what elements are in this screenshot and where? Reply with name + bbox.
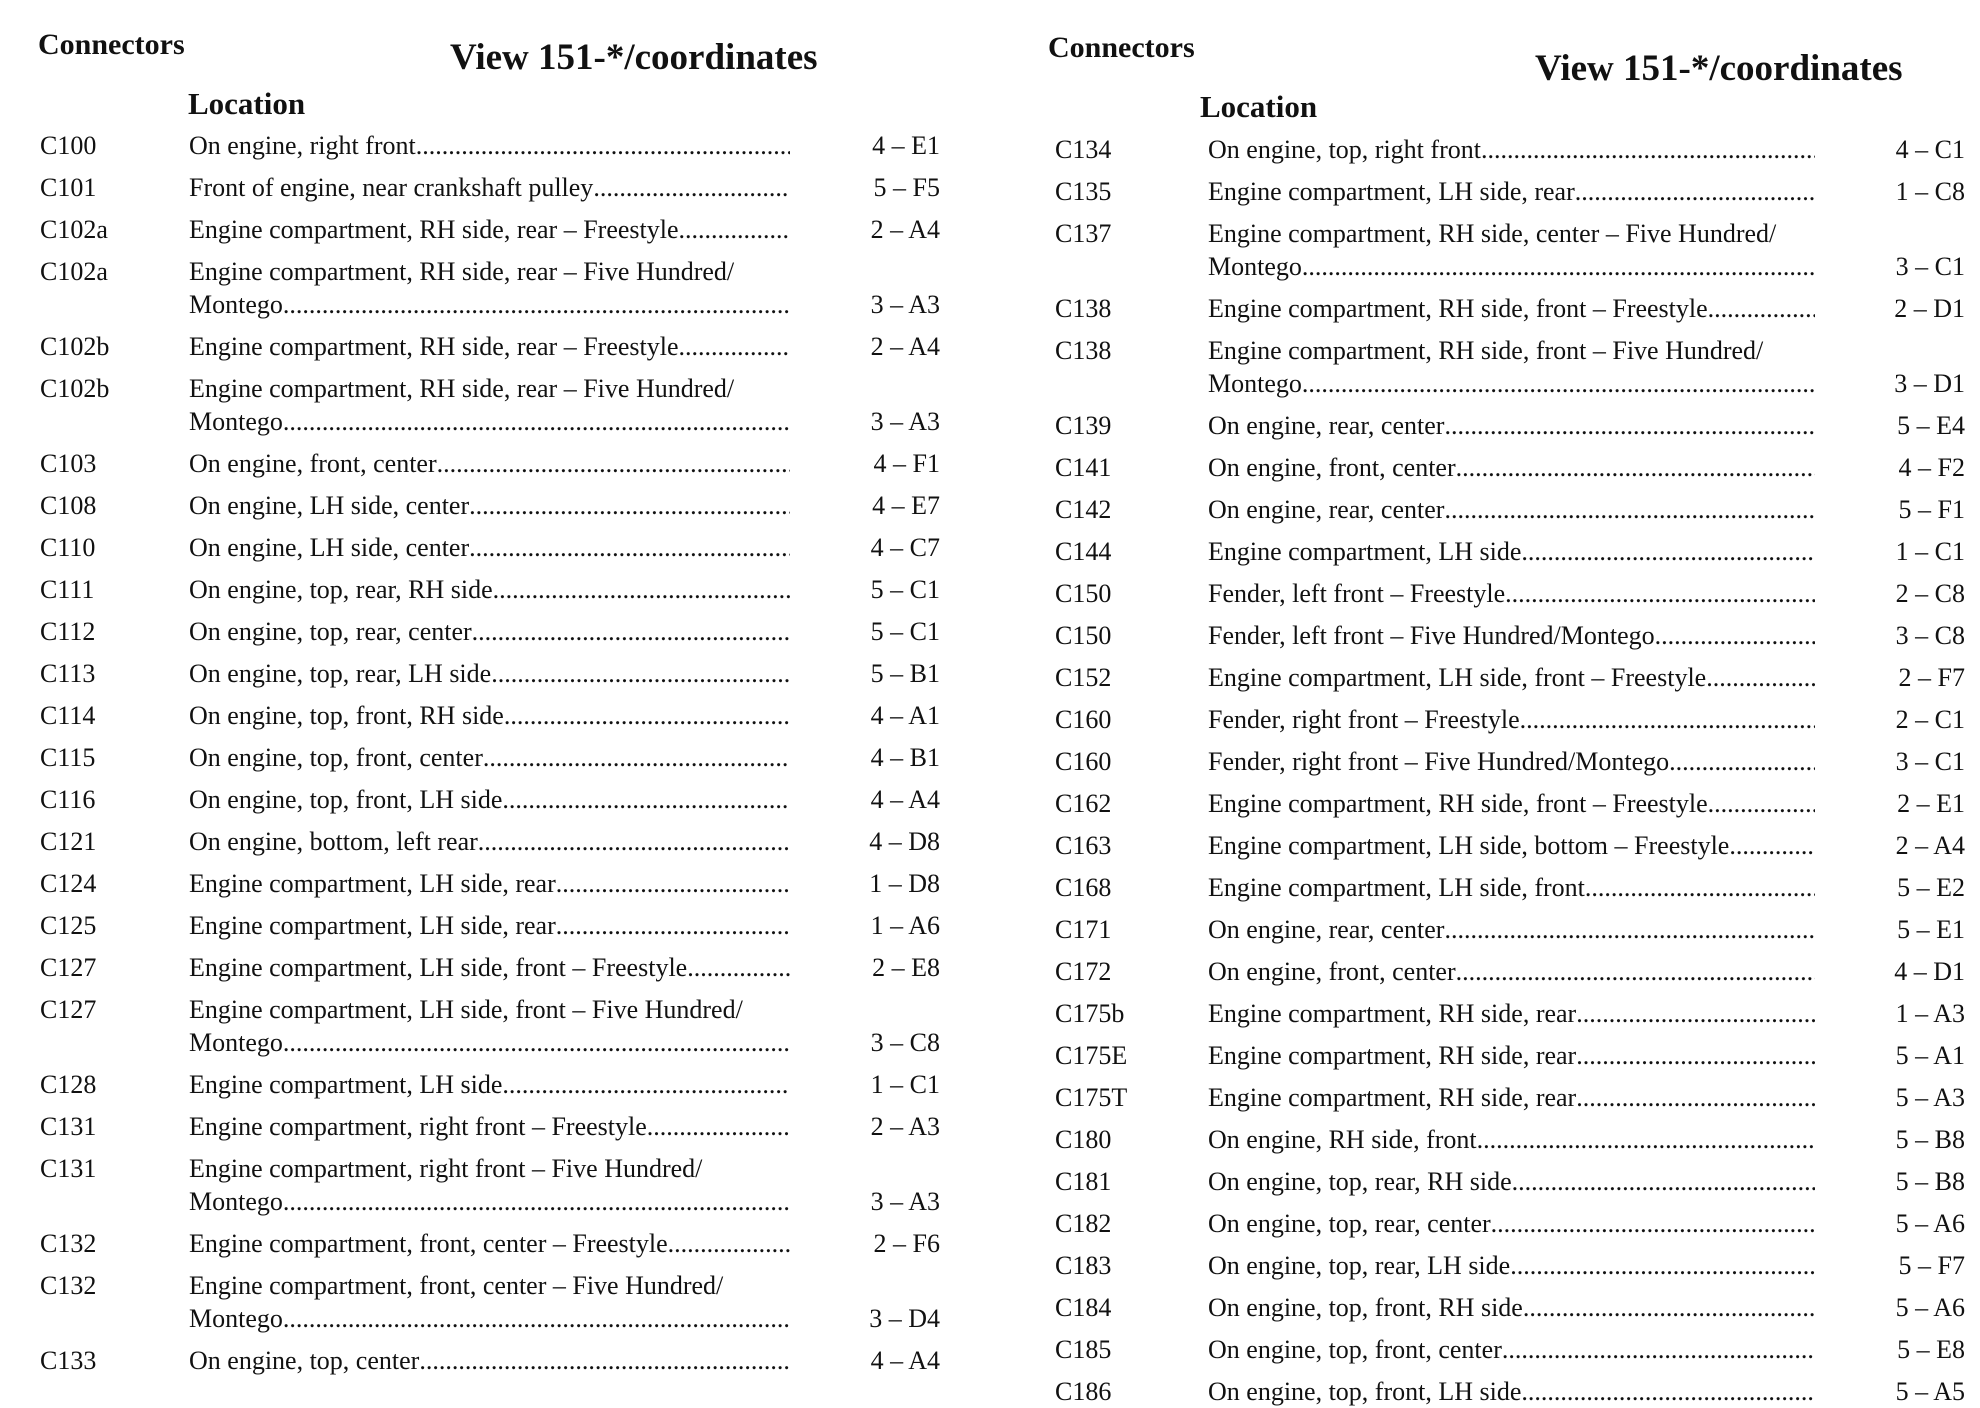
connector-id: C103 (40, 449, 97, 478)
coordinate-value: 3 – C1 (1895, 252, 1965, 281)
coordinate-value: 4 – B1 (870, 743, 940, 772)
coordinate-value: 4 – E1 (872, 131, 940, 160)
location-text: Engine compartment, RH side, rear (1208, 999, 1577, 1028)
view-heading: View 151-*/coordinates (450, 37, 818, 78)
location-text: On engine, top, rear, LH side (1208, 1251, 1511, 1280)
connector-id: C138 (1055, 294, 1112, 323)
location-text: On engine, top, front, RH side (1208, 1293, 1523, 1322)
connector-location (189, 1269, 790, 1335)
location-text: On engine, top, rear, center (1208, 1209, 1491, 1238)
table-row (1055, 1081, 1965, 1114)
coordinate-value: 1 – C1 (1895, 537, 1965, 566)
connector-location (1208, 703, 1815, 736)
table-row (40, 867, 940, 900)
coordinate-value: 5 – F1 (1898, 495, 1965, 524)
coordinate-value: 2 – A4 (870, 215, 940, 244)
connector-id: C128 (40, 1070, 97, 1099)
coordinate-value: 5 – A3 (1895, 1083, 1965, 1112)
connector-id: C142 (1055, 495, 1112, 524)
connector-id: C102b (40, 374, 110, 403)
location-heading: Location (188, 86, 306, 121)
connector-location (1208, 292, 1815, 325)
table-row (1055, 1249, 1965, 1282)
location-text: Engine compartment, RH side, rear – Five Hundred/ (189, 374, 735, 403)
coordinate-value: 4 – D1 (1894, 957, 1965, 986)
table-row (40, 657, 940, 690)
coordinate-value: 5 – A5 (1895, 1377, 1965, 1406)
table-row (1055, 871, 1965, 904)
coordinate-value: 5 – A1 (1895, 1041, 1965, 1070)
table-row (40, 171, 940, 204)
coordinate-value: 1 – C8 (1895, 177, 1965, 206)
location-text: Engine compartment, RH side, rear (1208, 1083, 1577, 1112)
location-text: Front of engine, near crankshaft pulley (189, 173, 594, 202)
table-row (1055, 577, 1965, 610)
coordinate-value: 5 – E1 (1897, 915, 1965, 944)
coordinate-value: 2 – A3 (870, 1112, 940, 1141)
table-row (40, 447, 940, 480)
table-row (1055, 175, 1965, 208)
connector-id: C114 (40, 701, 96, 730)
location-text: Engine compartment, LH side, rear (1208, 177, 1575, 206)
connector-location (1208, 871, 1815, 904)
table-row (1055, 535, 1965, 568)
connectors-heading: Connectors (38, 28, 185, 61)
table-row (1055, 334, 1965, 400)
table-row (1055, 913, 1965, 946)
table-row (40, 531, 940, 564)
connector-id: C131 (40, 1112, 97, 1141)
connector-id: C172 (1055, 957, 1112, 986)
connector-id: C182 (1055, 1209, 1112, 1238)
table-row (40, 489, 940, 522)
location-text: On engine, top, front, RH side (189, 701, 504, 730)
table-row (40, 372, 940, 438)
location-text: Fender, left front – Freestyle (1208, 579, 1506, 608)
connector-id: C186 (1055, 1377, 1112, 1406)
table-row (1055, 1165, 1965, 1198)
location-text: On engine, LH side, center (189, 491, 470, 520)
connector-id: C138 (1055, 336, 1112, 365)
connector-id: C121 (40, 827, 97, 856)
table-row (40, 1110, 940, 1143)
location-text: Engine compartment, LH side, front – Freestyle (1208, 663, 1707, 692)
location-text: Montego (189, 1187, 283, 1216)
connector-location (189, 1344, 790, 1377)
table-row (1055, 1123, 1965, 1156)
connector-location (1208, 997, 1815, 1030)
connector-location (1208, 913, 1815, 946)
location-text: On engine, top, rear, LH side (189, 659, 492, 688)
location-text: Engine compartment, RH side, rear – Freestyle (189, 215, 679, 244)
location-text: On engine, LH side, center (189, 533, 470, 562)
location-text: Montego (189, 407, 283, 436)
connector-id: C132 (40, 1229, 97, 1258)
connector-id: C185 (1055, 1335, 1112, 1364)
location-text: On engine, top, center (189, 1346, 420, 1375)
table-row (40, 1269, 940, 1335)
coordinate-value: 2 – D1 (1894, 294, 1965, 323)
connector-location (189, 825, 790, 858)
connector-id: C132 (40, 1271, 97, 1300)
connector-id: C175T (1055, 1083, 1128, 1112)
coordinate-value: 4 – D8 (869, 827, 940, 856)
connector-id: C168 (1055, 873, 1112, 902)
coordinate-value: 3 – D4 (869, 1304, 940, 1333)
connector-id: C101 (40, 173, 97, 202)
location-text: On engine, right front (189, 131, 416, 160)
connector-id: C131 (40, 1154, 97, 1183)
location-text: Engine compartment, RH side, rear – Freestyle (189, 332, 679, 361)
connector-id: C100 (40, 131, 97, 160)
location-text: Engine compartment, RH side, front – Freestyle (1208, 789, 1708, 818)
connector-location (189, 330, 790, 363)
connector-id: C127 (40, 995, 97, 1024)
table-row (1055, 133, 1965, 166)
connector-id: C134 (1055, 135, 1112, 164)
coordinate-value: 4 – E7 (872, 491, 940, 520)
table-row (40, 1227, 940, 1260)
connector-location (189, 372, 790, 438)
coordinate-value: 5 – C1 (870, 575, 940, 604)
connector-id: C115 (40, 743, 96, 772)
connector-id: C102b (40, 332, 110, 361)
connector-id: C150 (1055, 621, 1112, 650)
coordinate-value: 4 – F2 (1898, 453, 1965, 482)
table-row (1055, 703, 1965, 736)
table-row (1055, 997, 1965, 1030)
location-text: Engine compartment, LH side, rear (189, 911, 556, 940)
connector-id: C180 (1055, 1125, 1112, 1154)
coordinate-value: 1 – A6 (870, 911, 940, 940)
connector-id: C116 (40, 785, 96, 814)
connector-id: C171 (1055, 915, 1112, 944)
coordinate-value: 5 – F5 (873, 173, 940, 202)
table-row (1055, 292, 1965, 325)
coordinate-value: 3 – C8 (870, 1028, 940, 1057)
location-text: On engine, top, rear, center (189, 617, 472, 646)
table-row (1055, 217, 1965, 283)
coordinate-value: 5 – F7 (1898, 1251, 1965, 1280)
coordinate-value: 3 – C8 (1895, 621, 1965, 650)
location-text: On engine, rear, center (1208, 411, 1445, 440)
location-text: Engine compartment, front, center – Freestyle (189, 1229, 668, 1258)
connector-location (1208, 577, 1815, 610)
connector-location (1208, 955, 1815, 988)
table-row (40, 1152, 940, 1218)
connector-location (189, 447, 790, 480)
connector-location (1208, 1291, 1815, 1324)
connector-location (189, 909, 790, 942)
location-text: On engine, top, front, LH side (1208, 1377, 1522, 1406)
table-row (1055, 1291, 1965, 1324)
table-row (40, 825, 940, 858)
coordinate-value: 2 – C8 (1895, 579, 1965, 608)
location-text: On engine, front, center (1208, 453, 1456, 482)
connector-location (1208, 829, 1815, 862)
connector-location (1208, 1123, 1815, 1156)
connector-location (1208, 451, 1815, 484)
connector-location (189, 531, 790, 564)
connector-id: C102a (40, 257, 108, 286)
table-row (1055, 955, 1965, 988)
table-row (40, 1068, 940, 1101)
table-row (1055, 619, 1965, 652)
coordinate-value: 2 – A4 (870, 332, 940, 361)
coordinate-value: 5 – A6 (1895, 1209, 1965, 1238)
connector-id: C160 (1055, 747, 1112, 776)
location-text: Engine compartment, LH side, rear (189, 869, 556, 898)
location-text: On engine, front, center (189, 449, 437, 478)
connector-location (189, 741, 790, 774)
table-row (40, 951, 940, 984)
table-row (40, 255, 940, 321)
location-text: Engine compartment, LH side, bottom – Freestyle (1208, 831, 1730, 860)
connector-location (1208, 175, 1815, 208)
connector-id: C163 (1055, 831, 1112, 860)
coordinate-value: 2 – F7 (1898, 663, 1965, 692)
coordinate-value: 4 – A4 (870, 785, 940, 814)
table-row (1055, 829, 1965, 862)
connector-location (189, 213, 790, 246)
connector-location (1208, 661, 1815, 694)
connector-id: C160 (1055, 705, 1112, 734)
connector-location (1208, 217, 1815, 283)
connector-location (189, 657, 790, 690)
connector-location (1208, 334, 1815, 400)
connector-location (189, 255, 790, 321)
connectors-heading: Connectors (1048, 31, 1195, 64)
connector-location (1208, 1081, 1815, 1114)
connector-location (1208, 745, 1815, 778)
location-text: On engine, RH side, front (1208, 1125, 1477, 1154)
coordinate-value: 5 – B8 (1895, 1167, 1965, 1196)
connector-location (1208, 1039, 1815, 1072)
location-text: Fender, right front – Five Hundred/Montego (1208, 747, 1670, 776)
connector-id: C175E (1055, 1041, 1128, 1070)
coordinate-value: 3 – A3 (870, 1187, 940, 1216)
table-row (1055, 745, 1965, 778)
connector-id: C150 (1055, 579, 1112, 608)
table-row (40, 330, 940, 363)
table-row (1055, 1375, 1965, 1408)
location-text: Engine compartment, right front – Freestyle (189, 1112, 647, 1141)
connector-location (189, 129, 790, 162)
location-text: On engine, top, front, LH side (189, 785, 503, 814)
location-text: Fender, left front – Five Hundred/Montego (1208, 621, 1655, 650)
table-row (1055, 661, 1965, 694)
location-text: Engine compartment, LH side (1208, 537, 1522, 566)
coordinate-value: 3 – A3 (870, 290, 940, 319)
location-text: On engine, top, right front (1208, 135, 1481, 164)
coordinate-value: 5 – C1 (870, 617, 940, 646)
table-row (40, 741, 940, 774)
coordinate-value: 2 – C1 (1895, 705, 1965, 734)
connector-location (189, 489, 790, 522)
connector-location (189, 867, 790, 900)
connector-location (1208, 409, 1815, 442)
location-text: Engine compartment, LH side, front – Freestyle (189, 953, 688, 982)
connector-id: C162 (1055, 789, 1112, 818)
table-row (40, 909, 940, 942)
location-text: On engine, top, rear, RH side (189, 575, 493, 604)
location-heading: Location (1200, 89, 1318, 124)
table-row (1055, 1333, 1965, 1366)
location-text: Engine compartment, right front – Five Hundred/ (189, 1154, 703, 1183)
connector-id: C181 (1055, 1167, 1112, 1196)
connector-location (189, 1068, 790, 1101)
connector-location (189, 615, 790, 648)
coordinate-value: 4 – C7 (870, 533, 940, 562)
coordinate-value: 2 – E1 (1897, 789, 1965, 818)
connector-id: C125 (40, 911, 97, 940)
location-text: Engine compartment, LH side, front (1208, 873, 1585, 902)
connector-id: C141 (1055, 453, 1112, 482)
connector-id: C133 (40, 1346, 97, 1375)
location-text: On engine, front, center (1208, 957, 1456, 986)
connector-id: C112 (40, 617, 96, 646)
connector-location (1208, 1333, 1815, 1366)
coordinate-value: 5 – E4 (1897, 411, 1965, 440)
location-text: On engine, bottom, left rear (189, 827, 478, 856)
coordinate-value: 4 – C1 (1895, 135, 1965, 164)
location-text: Engine compartment, front, center – Five Hundred/ (189, 1271, 724, 1300)
location-text: On engine, top, front, center (189, 743, 483, 772)
connector-id: C184 (1055, 1293, 1112, 1322)
connector-location (189, 1110, 790, 1143)
connector-location (1208, 1375, 1815, 1408)
table-row (1055, 451, 1965, 484)
location-text: Engine compartment, LH side, front – Five Hundred/ (189, 995, 743, 1024)
coordinate-value: 2 – A4 (1895, 831, 1965, 860)
table-row (1055, 493, 1965, 526)
table-row (40, 129, 940, 162)
coordinate-value: 5 – A6 (1895, 1293, 1965, 1322)
connector-id: C135 (1055, 177, 1112, 206)
location-text: On engine, rear, center (1208, 495, 1445, 524)
connector-location (1208, 619, 1815, 652)
location-text: Montego (189, 1304, 283, 1333)
connector-location (1208, 787, 1815, 820)
connector-id: C175b (1055, 999, 1125, 1028)
location-text: On engine, top, rear, RH side (1208, 1167, 1512, 1196)
connector-id: C113 (40, 659, 96, 688)
view-heading: View 151-*/coordinates (1535, 48, 1903, 89)
connector-location (1208, 1165, 1815, 1198)
location-text: Montego (189, 290, 283, 319)
connector-id: C108 (40, 491, 97, 520)
coordinate-value: 1 – C1 (870, 1070, 940, 1099)
coordinate-value: 3 – C1 (1895, 747, 1965, 776)
connector-id: C139 (1055, 411, 1112, 440)
coordinate-value: 1 – A3 (1895, 999, 1965, 1028)
connector-id: C152 (1055, 663, 1112, 692)
connector-id: C102a (40, 215, 108, 244)
connector-location (1208, 1207, 1815, 1240)
connector-location (189, 993, 790, 1059)
connector-id: C110 (40, 533, 96, 562)
connector-location (189, 699, 790, 732)
connector-id: C144 (1055, 537, 1112, 566)
coordinate-value: 1 – D8 (869, 869, 940, 898)
location-text: Engine compartment, RH side, rear (1208, 1041, 1577, 1070)
location-text: Engine compartment, LH side (189, 1070, 503, 1099)
connector-location (1208, 1249, 1815, 1282)
location-text: Engine compartment, RH side, front – Five Hundred/ (1208, 336, 1764, 365)
table-row (1055, 1039, 1965, 1072)
connector-location (189, 573, 790, 606)
table-row (40, 993, 940, 1059)
connector-id: C111 (40, 575, 95, 604)
table-row (40, 699, 940, 732)
location-text: Engine compartment, RH side, front – Freestyle (1208, 294, 1708, 323)
location-text: Engine compartment, RH side, rear – Five Hundred/ (189, 257, 735, 286)
coordinate-value: 5 – E2 (1897, 873, 1965, 902)
coordinate-value: 5 – E8 (1897, 1335, 1965, 1364)
connector-id: C183 (1055, 1251, 1112, 1280)
connector-location (1208, 133, 1815, 166)
location-text: Fender, right front – Freestyle (1208, 705, 1520, 734)
connector-location (189, 171, 790, 204)
table-row (1055, 409, 1965, 442)
connector-id: C137 (1055, 219, 1112, 248)
location-text: On engine, top, front, center (1208, 1335, 1502, 1364)
coordinate-value: 2 – E8 (872, 953, 940, 982)
coordinate-value: 5 – B8 (1895, 1125, 1965, 1154)
table-row (1055, 787, 1965, 820)
coordinate-value: 4 – F1 (873, 449, 940, 478)
location-text: On engine, rear, center (1208, 915, 1445, 944)
table-row (40, 783, 940, 816)
location-text: Montego (189, 1028, 283, 1057)
table-row (40, 213, 940, 246)
coordinate-value: 5 – B1 (870, 659, 940, 688)
table-row (1055, 1207, 1965, 1240)
connector-location (189, 951, 790, 984)
location-text: Montego (1208, 369, 1302, 398)
connector-location (1208, 535, 1815, 568)
connector-id: C124 (40, 869, 97, 898)
coordinate-value: 3 – D1 (1894, 369, 1965, 398)
coordinate-value: 3 – A3 (870, 407, 940, 436)
coordinate-value: 2 – F6 (873, 1229, 940, 1258)
connector-id: C127 (40, 953, 97, 982)
location-text: Engine compartment, RH side, center – Five Hundred/ (1208, 219, 1777, 248)
connector-location (189, 1227, 790, 1260)
table-row (40, 573, 940, 606)
coordinate-value: 4 – A1 (870, 701, 940, 730)
table-row (40, 1344, 940, 1377)
table-row (40, 615, 940, 648)
connector-location (1208, 493, 1815, 526)
connector-location (189, 783, 790, 816)
connector-location (189, 1152, 790, 1218)
coordinate-value: 4 – A4 (870, 1346, 940, 1375)
location-text: Montego (1208, 252, 1302, 281)
